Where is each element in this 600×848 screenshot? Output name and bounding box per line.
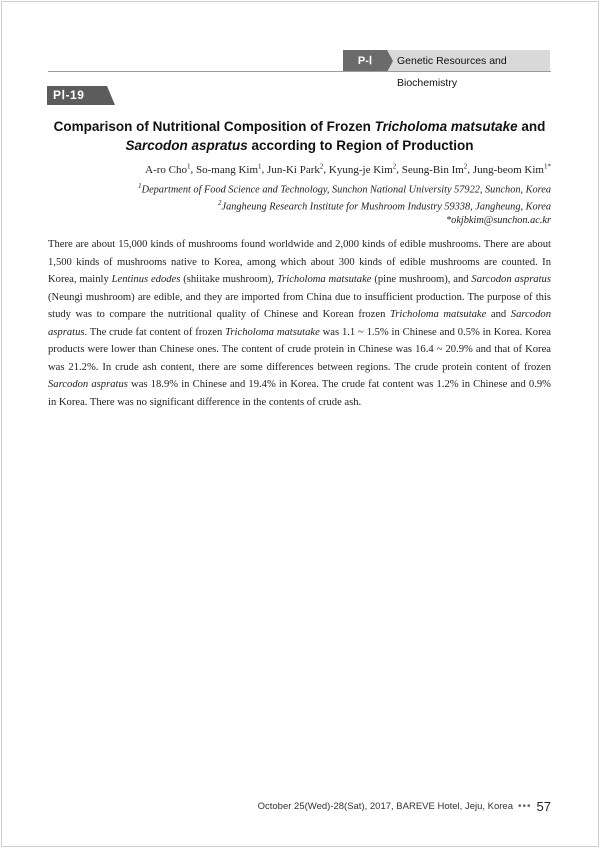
title-part-3: according to Region of Production — [247, 138, 474, 153]
corresponding-email: *okjbkim@sunchon.ac.kr — [446, 214, 551, 226]
event-info: October 25(Wed)-28(Sat), 2017, BAREVE Hotel, Jeju, Korea — [257, 801, 514, 812]
author: Jun-Ki Park$^2$ — [267, 162, 324, 176]
author-list: A-ro Cho$^1$, So-mang Kim$^1$, Jun-Ki Park$^2$, Kyung-je Kim$^2$, Seung-Bin Im$^2$, Jung-beom Kim$^{1*}$ — [145, 162, 551, 176]
page-number: 57 — [536, 799, 551, 814]
title-part-2: and — [517, 119, 546, 134]
author: So-mang Kim$^1$ — [196, 162, 262, 176]
title-species-1: Tricholoma matsutake — [374, 119, 518, 134]
affiliation-1: $^1$Department of Food Science and Technology, Sunchon National University 57922, Sunchon, Korea — [138, 182, 551, 196]
author: Seung-Bin Im$^2$ — [401, 162, 468, 176]
section-title: Genetic Resources and Biochemistry — [387, 50, 550, 72]
abstract-body: There are about 15,000 kinds of mushrooms found worldwide and 2,000 kinds of edible mushrooms. There are about 1,500 kinds of mushrooms native to Korea, among which about 300 kinds of edible mushrooms are counted. In Korea, mainly Lentinus edodes (shiitake mushroom), Tricholoma matsutake (pine mushroom), and Sarcodon aspratus (Neungi mushroom) are edible, and they are imported from China due to insufficient production. The purpose of this study was to compare the nutritional quality of Chinese and Korean frozen Tricholoma matsutake and Sarcodon aspratus. The crude fat content of frozen Tricholoma matsutake was 1.1 ~ 1.5% in Chinese and 0.5% in Korea. Korea products were lower than Chinese ones. The content of crude protein in Chinese was 16.4 ~ 20.9% and that of Korea was 21.2%. In crude ash content, there are some differences between regions. The crude protein content of frozen Sarcodon aspratus was 18.9% in Chinese and 19.4% in Korea. The crude fat content was 1.2% in Chinese and 0.9% in Korea. There was no significant difference in the contents of crude ash. — [48, 239, 552, 408]
author: A-ro Cho$^1$ — [145, 162, 191, 176]
author: Kyung-je Kim$^2$ — [328, 162, 397, 176]
affiliation-2: $^2$Jangheung Research Institute for Mushroom Industry 59338, Jangheung, Korea — [218, 198, 551, 213]
page-footer — [258, 799, 551, 814]
title-part-1: Comparison of Nutritional Composition of Frozen — [53, 119, 375, 134]
header-divider — [48, 71, 551, 72]
section-code: P-Ⅰ — [343, 50, 387, 72]
affiliations — [138, 180, 551, 227]
abstract-code-badge: PⅠ-19 — [47, 86, 107, 105]
section-header-tag — [343, 50, 550, 89]
author: Jung-beom Kim$^{1*}$ — [472, 162, 551, 176]
title-species-2: Sarcodon aspratus — [125, 138, 248, 153]
paper-title — [48, 117, 551, 155]
footer-dots: ••• — [518, 801, 532, 812]
